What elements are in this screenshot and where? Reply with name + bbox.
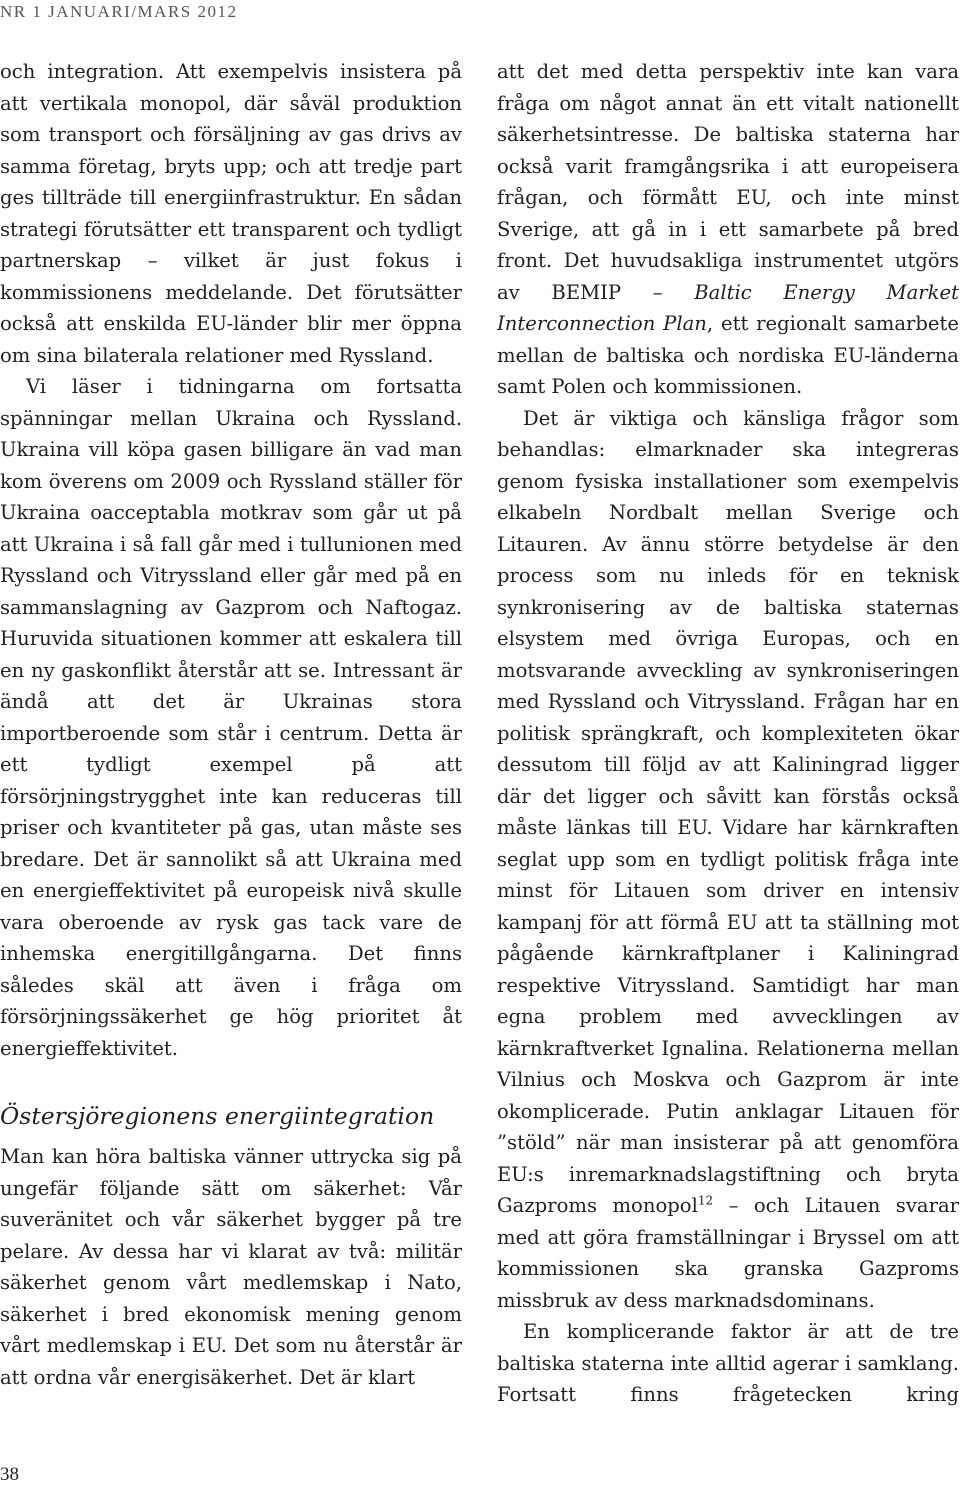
left-column [0, 56, 462, 1393]
text-run: – och Litauen svarar med att göra framställningar i Bryssel om att kommissionen ska granska Gazproms missbruk av dess marknadsdominans. [497, 1194, 959, 1312]
body-paragraph: och integration. Att exempelvis insistera på att vertikala monopol, där såväl produktion som transport och försäljning av gas drivs av samma företag, bryts upp; och att tredje part ges tillträde till energiinfrastruktur. En sådan strategi förutsätter ett transparent och tydligt partnerskap – vilket är just fokus i kommissionens meddelande. Det förutsätter också att enskilda EU-länder blir mer öppna om sina bilaterala relationer med Ryssland. [0, 60, 462, 367]
footnote-ref[interactable]: 12 [697, 1193, 714, 1208]
italic-program-name: Baltic Energy Market Interconnection Plan [497, 280, 959, 335]
right-column [497, 56, 959, 1411]
body-paragraph: Vi läser i tidningarna om fortsatta spänningar mellan Ukraina och Ryssland. Ukraina vill köpa gasen billigare än vad man kom överens om 2009 och Ryssland ställer för Ukraina oacceptabla motkrav som går ut på att Ukraina i så fall går med i tullunionen med Ryssland och Vitryssland eller går med på en sammanslagning av Gazprom och Naftogaz. Huruvida situationen kommer att eskalera till en ny gaskonflikt återstår att se. Intressant är ändå att det är Ukrainas stora importberoende som står i centrum. Detta är ett tydligt exempel på att försörjningstrygghet inte kan reduceras till priser och kvantiteter på gas, utan måste ses bredare. Det är sannolikt så att Ukraina med en energieffektivitet på europeisk nivå skulle vara oberoende av rysk gas tack vare de inhemska energitillgångarna. Det finns således skäl att även i fråga om försörjningssäkerhet ge hög prioritet åt energieffektivitet. [0, 375, 462, 1060]
section-heading: Östersjöregionens energiintegration [0, 1102, 435, 1130]
text-run: , ett regionalt samarbete mellan de baltiska och nordiska EU-länderna samt Polen och kommissionen. [497, 312, 959, 398]
text-run: att det med detta perspektiv inte kan vara fråga om något annat än ett vitalt nationellt säkerhetsintresse. De baltiska staterna har också varit framgångsrika i att europeisera frågan, och förmått EU, och inte minst Sverige, att gå in i ett samarbete på bred front. Det huvudsakliga instrumentet utgörs av BEMIP – [497, 60, 959, 304]
body-paragraph: Man kan höra baltiska vänner uttrycka sig på ungefär följande sätt om säkerhet: Vår suveränitet och vår säkerhet bygger på tre pelare. Av dessa har vi klarat av två: militär säkerhet genom vårt medlemskap i Nato, säkerhet i bred ekonomisk mening genom vårt medlemskap i EU. Det som nu återstår är att ordna vår energisäkerhet. Det är klart [0, 1145, 462, 1389]
page-number: 38 [0, 1464, 19, 1485]
body-paragraph [497, 56, 959, 403]
body-paragraph [497, 403, 959, 1317]
running-head: NR 1 JANUARI/MARS 2012 [0, 2, 238, 21]
text-run: Det är viktiga och känsliga frågor som behandlas: elmarknader ska integreras genom fysiska installationer som exempelvis elkabeln Nordbalt mellan Sverige och Litauren. Av ännu större betydelse är den process som nu inleds för en teknisk synkronisering av de baltiska staternas elsystem med övriga Europas, och en motsvarande avveckling av synkroniseringen med Ryssland och Vitryssland. Frågan har en politisk sprängkraft, och komplexiteten ökar dessutom till följd av att Kaliningrad ligger där det ligger och såvitt kan förstås också måste länkas till EU. Vidare har kärnkraften seglat upp som en tydligt politisk fråga inte minst för Litauen som driver en intensiv kampanj för att förmå EU att ta ställning mot pågående kärnkraftplaner i Kaliningrad respektive Vitryssland. Samtidigt har man egna problem med avvecklingen av kärnkraftverket Ignalina. Relationerna mellan Vilnius och Moskva och Gazprom är inte okomplicerade. Putin anklagar Litauen för ”stöld” när man insisterar på att genomföra EU:s inremarknadslagstiftning och bryta Gazproms monopol [497, 406, 959, 1217]
body-paragraph: En komplicerande faktor är att de tre baltiska staterna inte alltid agerar i samklang. Fortsatt finns frågetecken kring [497, 1320, 959, 1406]
